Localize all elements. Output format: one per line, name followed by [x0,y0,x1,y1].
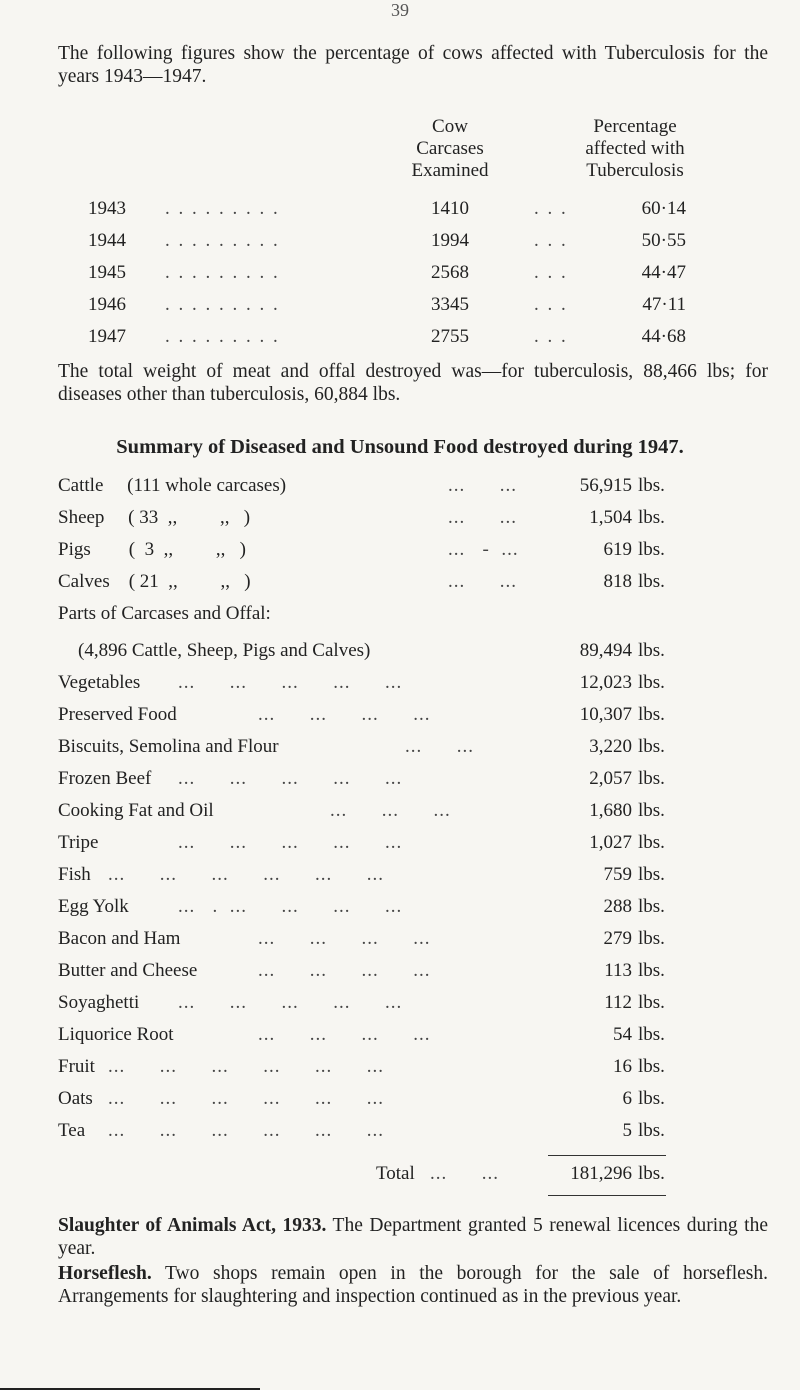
slaughter-heading: Slaughter of Animals Act, 1933. [58,1215,327,1236]
summary-label: Tripe [58,832,99,853]
tb-table-row [0,262,800,288]
summary-label: (4,896 Cattle, Sheep, Pigs and Calves) [78,640,371,661]
tb-year: 1944 [88,230,126,251]
summary-leader-dots: ... ... ... [330,800,451,821]
summary-row [0,800,800,826]
summary-row [0,960,800,986]
horseflesh-paragraph [58,1262,768,1308]
tb-leader-dots: . . . [534,230,568,251]
summary-unit: lbs. [638,864,665,885]
tb-count: 2755 [431,326,469,347]
tb-leader-dots: . . . . . . . . . [165,230,280,251]
summary-row [0,603,800,629]
summary-row [0,704,800,730]
summary-leader-dots: ... ... ... ... ... ... [108,1120,384,1141]
summary-value: 16 [613,1056,632,1077]
summary-value: 619 [603,539,632,560]
summary-label: Tea [58,1120,86,1141]
summary-label: Oats [58,1088,93,1109]
summary-row [0,539,800,565]
summary-leader-dots: ... ... [405,736,474,757]
tb-leader-dots: . . . . . . . . . [165,198,280,219]
summary-unit: lbs. [638,1056,665,1077]
tb-percent: 44·47 [641,262,686,283]
summary-label: Fruit [58,1056,95,1077]
tb-header-percentage [560,116,710,182]
tb-count: 1994 [431,230,469,251]
summary-value: 288 [603,896,632,917]
summary-leader-dots: ... ... ... ... ... [178,768,403,789]
summary-unit: lbs. [638,736,665,757]
tb-table-row [0,230,800,256]
summary-leader-dots: ... ... ... ... [258,704,431,725]
tb-leader-dots: . . . . . . . . . [165,326,280,347]
tb-count: 2568 [431,262,469,283]
summary-value: 12,023 [579,672,632,693]
summary-label: Egg Yolk [58,896,129,917]
summary-row [0,736,800,762]
tb-percent: 44·68 [641,326,686,347]
summary-label: Sheep ( 33 ,, ,, ) [58,507,251,528]
tb-header-percentage-line1: Percentage [593,116,677,137]
summary-unit: lbs. [638,1088,665,1109]
summary-unit: lbs. [638,800,665,821]
summary-label: Cattle (111 whole carcases) [58,475,287,496]
total-leader-dots: ... ... [430,1163,499,1184]
summary-unit: lbs. [638,896,665,917]
summary-leader-dots: ... ... [448,571,517,592]
total-label: Total [376,1163,415,1184]
summary-label: Butter and Cheese [58,960,198,981]
summary-unit: lbs. [638,960,665,981]
summary-unit: lbs. [638,832,665,853]
summary-row [0,896,800,922]
summary-value: 1,504 [589,507,632,528]
summary-value: 1,680 [589,800,632,821]
summary-label: Frozen Beef [58,768,152,789]
tb-year: 1945 [88,262,126,283]
tb-percent: 50·55 [641,230,686,251]
summary-value: 89,494 [579,640,632,661]
summary-label: Liquorice Root [58,1024,174,1045]
summary-row [0,928,800,954]
tb-year: 1946 [88,294,126,315]
slaughter-text: The Department granted 5 renewal licences during the year. [58,1215,768,1259]
summary-row [0,1024,800,1050]
summary-leader-dots: ... ... ... ... ... ... [108,1056,384,1077]
summary-value: 818 [603,571,632,592]
page-number: 39 [391,0,409,20]
summary-label: Pigs ( 3 ,, ,, ) [58,539,246,560]
summary-value: 759 [603,864,632,885]
tb-count: 1410 [431,198,469,219]
tb-percent: 47·11 [642,294,686,315]
tb-table-row [0,326,800,352]
summary-label: Cooking Fat and Oil [58,800,214,821]
summary-label: Parts of Carcases and Offal: [58,603,271,624]
summary-unit: lbs. [638,507,665,528]
summary-unit: lbs. [638,640,665,661]
summary-value: 54 [613,1024,632,1045]
horseflesh-text: Two shops remain open in the borough for the sale of horseflesh. Arrangements for slaughtering and inspection continued as in the previous year. [58,1263,768,1307]
summary-title: Summary of Diseased and Unsound Food destroyed during 1947. [116,436,684,458]
summary-row [0,672,800,698]
tb-header-carcases [380,116,520,182]
summary-leader-dots: ... ... ... ... ... ... [108,1088,384,1109]
summary-unit: lbs. [638,992,665,1013]
summary-row [0,1088,800,1114]
tb-table-row [0,294,800,320]
tb-leader-dots: . . . [534,198,568,219]
summary-label: Preserved Food [58,704,177,725]
summary-row [0,992,800,1018]
summary-leader-dots: ... - ... [448,539,519,560]
tb-header-percentage-line3: Tuberculosis [586,160,684,181]
summary-row [0,1056,800,1082]
summary-unit: lbs. [638,672,665,693]
summary-unit: lbs. [638,768,665,789]
total-rule-top [548,1155,666,1156]
summary-row [0,640,800,666]
summary-unit: lbs. [638,1024,665,1045]
summary-value: 3,220 [589,736,632,757]
tb-header-percentage-line2: affected with [585,138,685,159]
summary-row [0,768,800,794]
summary-row [0,475,800,501]
summary-unit: lbs. [638,475,665,496]
summary-value: 113 [604,960,632,981]
tb-percent: 60·14 [641,198,686,219]
summary-leader-dots: ... ... ... ... [258,928,431,949]
tb-leader-dots: . . . [534,326,568,347]
tb-header-carcases-line2: Carcases [416,138,484,159]
tb-year: 1947 [88,326,126,347]
summary-value: 279 [603,928,632,949]
tb-count: 3345 [431,294,469,315]
summary-leader-dots: ... ... ... ... ... [178,672,403,693]
summary-value: 112 [604,992,632,1013]
summary-leader-dots: ... ... ... ... [258,1024,431,1045]
tb-header-carcases-line1: Cow [432,116,468,137]
horseflesh-heading: Horseflesh. [58,1263,152,1284]
summary-value: 2,057 [589,768,632,789]
summary-value: 1,027 [589,832,632,853]
summary-label: Calves ( 21 ,, ,, ) [58,571,251,592]
total-unit: lbs. [638,1163,665,1184]
summary-leader-dots: ... ... [448,475,517,496]
total-rule-bottom [548,1195,666,1196]
tb-leader-dots: . . . [534,262,568,283]
summary-row [0,864,800,890]
summary-label: Biscuits, Semolina and Flour [58,736,279,757]
tb-table-row [0,198,800,224]
summary-value: 56,915 [579,475,632,496]
tb-leader-dots: . . . . . . . . . [165,262,280,283]
summary-leader-dots: ... ... ... ... ... [178,832,403,853]
summary-leader-dots: ... . ... ... ... ... [178,896,403,917]
total-value: 181,296 [570,1163,632,1184]
summary-label: Vegetables [58,672,141,693]
summary-label: Bacon and Ham [58,928,181,949]
summary-unit: lbs. [638,1120,665,1141]
intro-paragraph: The following figures show the percentage of cows affected with Tuberculosis for the years 1943—1947. [58,43,768,87]
summary-value: 5 [622,1120,632,1141]
summary-row [0,571,800,597]
summary-value: 6 [622,1088,632,1109]
summary-row [0,507,800,533]
tb-leader-dots: . . . . . . . . . [165,294,280,315]
summary-unit: lbs. [638,539,665,560]
summary-unit: lbs. [638,571,665,592]
summary-row [0,832,800,858]
tb-year: 1943 [88,198,126,219]
summary-label: Soyaghetti [58,992,140,1013]
summary-unit: lbs. [638,704,665,725]
tb-header-carcases-line3: Examined [411,160,489,181]
summary-leader-dots: ... ... ... ... ... ... [108,864,384,885]
slaughter-paragraph [58,1214,768,1260]
summary-total-row [0,1163,800,1189]
summary-value: 10,307 [579,704,632,725]
summary-row [0,1120,800,1146]
tb-leader-dots: . . . [534,294,568,315]
summary-label: Fish [58,864,91,885]
total-weight-paragraph: The total weight of meat and offal destroyed was—for tuberculosis, 88,466 lbs; for diseases other than tuberculosis, 60,884 lbs. [58,361,768,405]
summary-unit: lbs. [638,928,665,949]
summary-leader-dots: ... ... ... ... [258,960,431,981]
summary-leader-dots: ... ... ... ... ... [178,992,403,1013]
summary-leader-dots: ... ... [448,507,517,528]
